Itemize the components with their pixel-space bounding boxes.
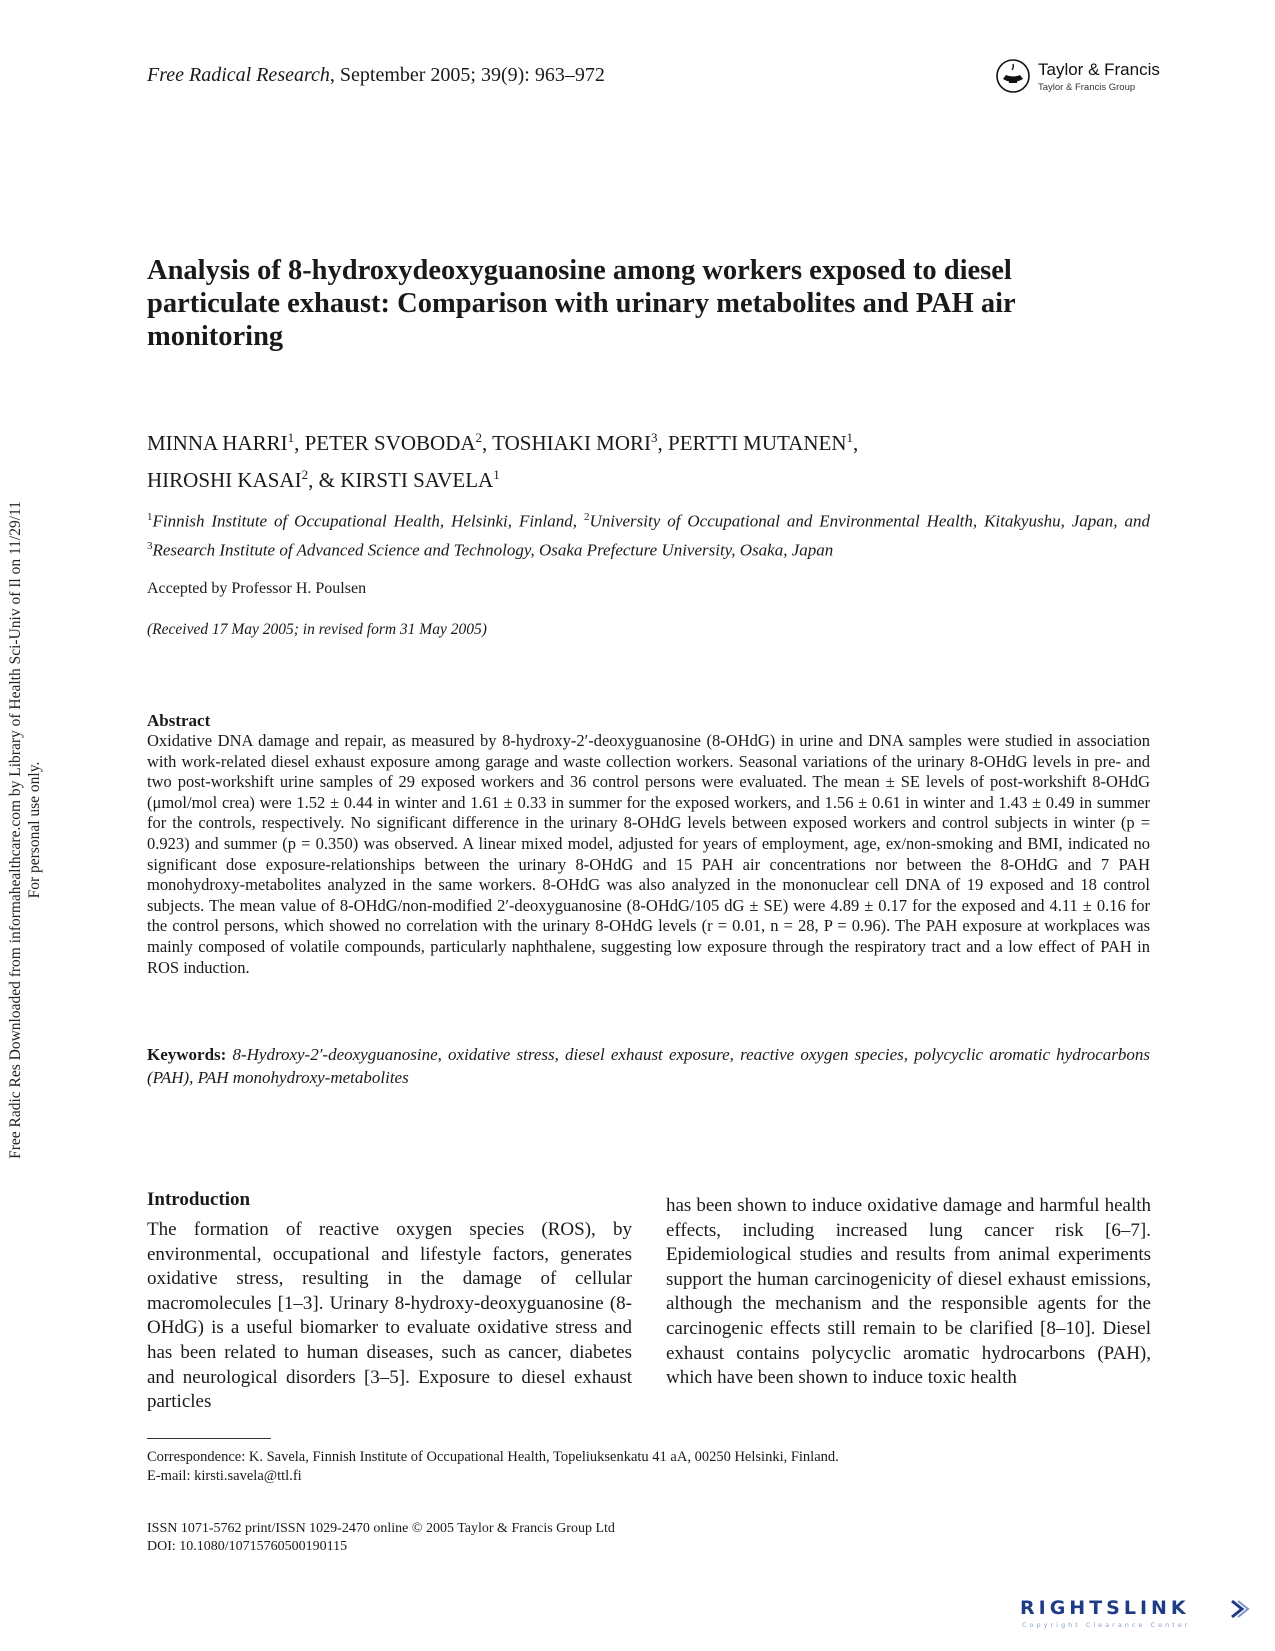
- affiliation-text: University of Occupational and Environmental Health, Kitakyushu, Japan, and: [589, 511, 1150, 531]
- article-title: Analysis of 8-hydroxydeoxyguanosine among workers exposed to diesel particulate exhaust: Comparison with urinary metabolites and PAH air monitoring: [147, 255, 1016, 352]
- author-affiliation-mark: 2: [301, 467, 309, 482]
- affiliation-text: Finnish Institute of Occupational Health, Helsinki, Finland,: [152, 511, 584, 531]
- introduction-column-right: has been shown to induce oxidative damage and harmful health effects, including increased lung cancer risk [6–7]. Epidemiological studies and results from animal experiments support the human carcinogenicity of diesel exhaust emissions, although the mechanism and the responsible agents for the carcinogenic effects still remain to be clarified [8–10]. Diesel exhaust contains polycyclic aromatic hydrocarbons (PAH), which have been shown to induce toxic health: [666, 1195, 1151, 1389]
- author-affiliation-mark: 1: [846, 430, 853, 445]
- author-separator: , &: [308, 468, 341, 492]
- doi-line: DOI: 10.1080/10715760500190115: [147, 1539, 348, 1554]
- rightslink-subtitle: Copyright Clearance Center: [1022, 1621, 1191, 1629]
- introduction-heading: Introduction: [147, 1189, 251, 1210]
- publisher-logo: [995, 56, 1165, 100]
- author-name: TOSHIAKI MORI: [492, 431, 652, 455]
- author-name: PERTTI MUTANEN: [668, 431, 847, 455]
- journal-name: Free Radical Research: [147, 64, 330, 86]
- author-separator: ,: [853, 431, 859, 455]
- keywords-text: 8-Hydroxy-2′-deoxyguanosine, oxidative stress, diesel exhaust exposure, reactive oxygen species, polycyclic aromatic hydrocarbons (PAH), PAH monohydroxy-metabolites: [147, 1045, 1150, 1087]
- received-dates: (Received 17 May 2005; in revised form 31 May 2005): [147, 621, 487, 638]
- taylor-francis-lamp-logo-icon: [995, 58, 1031, 94]
- download-watermark: [6, 501, 66, 1159]
- abstract-heading: Abstract: [147, 711, 211, 730]
- abstract-body: Oxidative DNA damage and repair, as measured by 8-hydroxy-2′-deoxyguanosine (8-OHdG) in urine and DNA samples were studied in association with work-related diesel exhaust exposure among garage and waste collection workers. Seasonal variations of the urinary 8-OHdG levels in pre- and two post-workshift urine samples of 29 exposed workers and 36 control persons were evaluated. The mean ± SE levels of post-workshift 8-OHdG (μmol/mol crea) were 1.52 ± 0.44 in winter and 1.61 ± 0.33 in summer for the exposed workers, and 1.56 ± 0.61 in winter and 1.43 ± 0.49 in summer for the controls, respectively. No significant difference in the urinary 8-OHdG levels between exposed workers and control subjects in winter (p = 0.923) and summer (p = 0.350) was observed. A linear mixed model, adjusted for years of employment, age, ex/non-smoking and BMI, indicated no significant dose exposure-relationships between the urinary 8-OHdG and 15 PAH air concentrations nor between the 8-OHdG and 7 PAH monohydroxy-metabolites analyzed in the same workers. 8-OHdG was also analyzed in the mononuclear cell DNA of 19 exposed and 18 control subjects. The mean value of 8-OHdG/non-modified 2′-deoxyguanosine (8-OHdG/105 dG ± SE) were 4.89 ± 0.17 for the exposed and 4.11 ± 0.16 for the control persons, which showed no correlation with the urinary 8-OHdG levels (r = 0.01, n = 28, P = 0.96). The PAH exposure at workplaces was mainly composed of volatile compounds, particularly naphthalene, suggesting low exposure through the respiratory tract and a low effect of PAH in ROS induction.: [147, 731, 1150, 977]
- author-affiliation-mark: 2: [475, 430, 483, 445]
- author-list: [147, 422, 1147, 496]
- keywords-label: Keywords:: [147, 1045, 227, 1064]
- rightslink-label: RIGHTSLINK: [1020, 1597, 1190, 1619]
- publisher-name: Taylor & Francis: [1038, 60, 1160, 79]
- author-separator: ,: [657, 431, 669, 455]
- footnote-divider: [147, 1438, 271, 1439]
- issn-line: ISSN 1071-5762 print/ISSN 1029-2470 online © 2005 Taylor & Francis Group Ltd: [147, 1521, 615, 1536]
- issn-doi: [147, 1520, 615, 1556]
- author-affiliation-mark: 1: [287, 430, 295, 445]
- affiliation-number: 1: [147, 511, 153, 523]
- introduction-column-left: The formation of reactive oxygen species (ROS), by environmental, occupational and lifestyle factors, generates oxidative stress, resulting in the damage of cellular macromolecules [1–3]. Urinary 8-hydroxy-deoxyguanosine (8-OHdG) is a useful biomarker to evaluate oxidative stress and has been related to human diseases, such as cancer, diabetes and neurological disorders [3–5]. Exposure to diesel exhaust particles: [147, 1219, 632, 1413]
- author-separator: ,: [294, 431, 305, 455]
- watermark-line-1: Free Radic Res Downloaded from informahealthcare.com by Library of Health Sci-Univ of Il on 11/29/11: [7, 501, 24, 1159]
- affiliation-number: 3: [147, 539, 153, 552]
- author-name: MINNA HARRI: [147, 431, 288, 455]
- author-affiliation-mark: 1: [493, 467, 500, 482]
- author-affiliation-mark: 3: [651, 430, 658, 445]
- author-separator: ,: [482, 431, 493, 455]
- rightslink-badge[interactable]: [1020, 1597, 1255, 1637]
- correspondence-address: Correspondence: K. Savela, Finnish Institute of Occupational Health, Topeliuksenkatu 41 aA, 00250 Helsinki, Finland.: [147, 1449, 839, 1465]
- watermark-line-2: For personal use only.: [26, 761, 43, 899]
- publisher-group: Taylor & Francis Group: [1038, 82, 1136, 93]
- keywords: [147, 1043, 1150, 1089]
- citation-details: , September 2005; 39(9): 963–972: [329, 64, 605, 86]
- author-name: PETER SVOBODA: [304, 431, 476, 455]
- author-name: KIRSTI SAVELA: [340, 468, 494, 492]
- affiliations: [147, 505, 1150, 562]
- rightslink-arrow-icon: [1228, 1598, 1250, 1620]
- accepted-by: Accepted by Professor H. Poulsen: [147, 580, 367, 597]
- journal-citation: [147, 64, 605, 87]
- affiliation-number: 2: [583, 511, 590, 523]
- author-name: HIROSHI KASAI: [147, 468, 302, 492]
- correspondence-email: E-mail: kirsti.savela@ttl.fi: [147, 1468, 302, 1484]
- correspondence-footnote: [147, 1448, 1150, 1486]
- affiliation-text: Research Institute of Advanced Science and Technology, Osaka Prefecture University, Osaka, Japan: [152, 540, 834, 560]
